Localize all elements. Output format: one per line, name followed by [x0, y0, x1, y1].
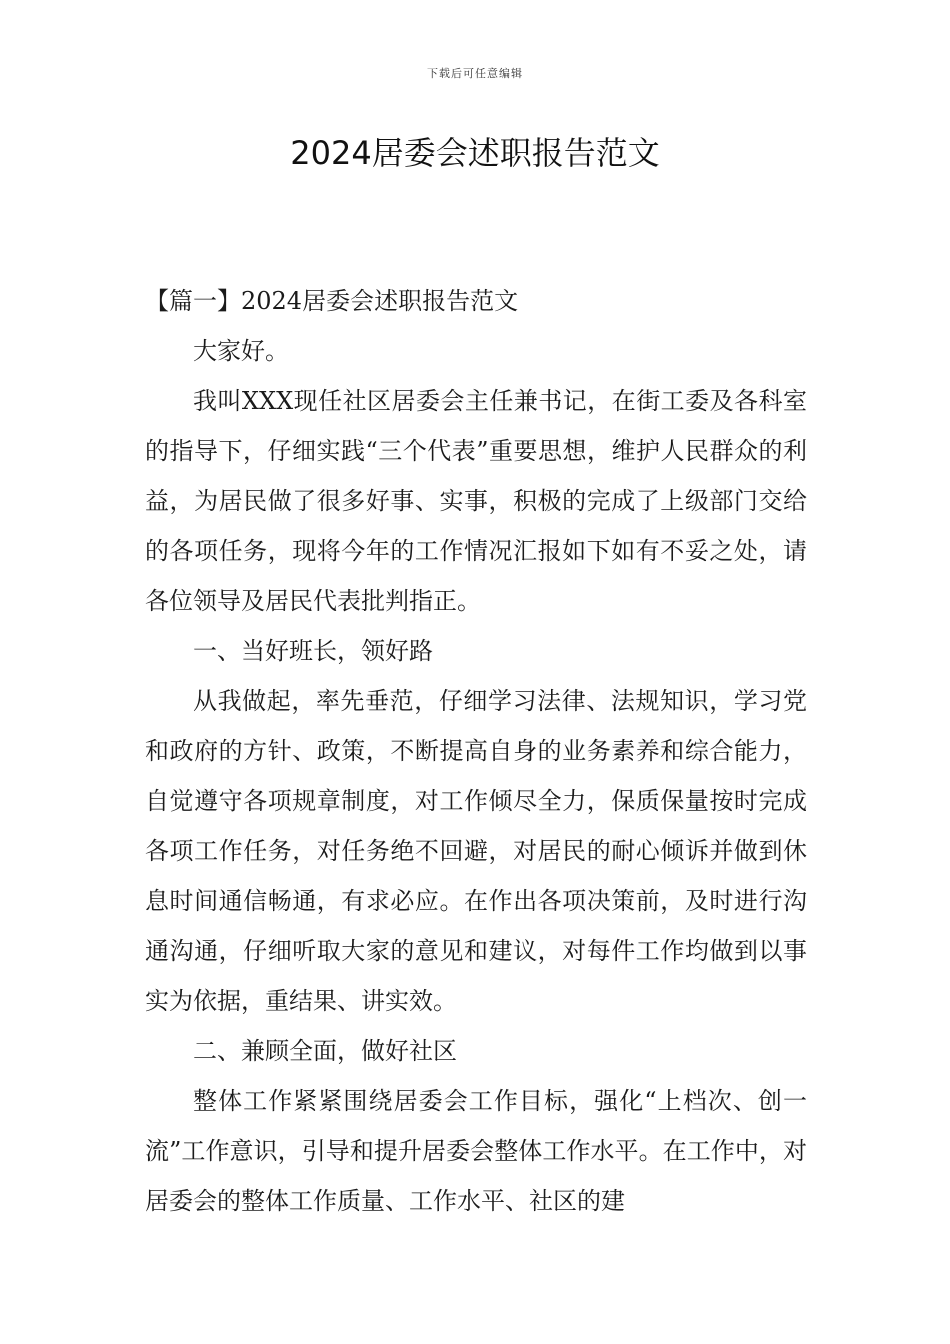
document-body	[145, 276, 807, 1226]
document-title: 2024居委会述职报告范文	[290, 134, 660, 172]
intro-paragraph: 我叫XXX现任社区居委会主任兼书记，在街工委及各科室的指导下，仔细实践“三个代表”重要思想，维护人民群众的利益，为居民做了很多好事、实事，积极的完成了上级部门交给的各项任务，现将今年的工作情况汇报如下如有不妥之处，请各位领导及居民代表批判指正。	[145, 387, 807, 615]
body-paragraph: 从我做起，率先垂范，仔细学习法律、法规知识，学习党和政府的方针、政策，不断提高自身的业务素养和综合能力，自觉遵守各项规章制度，对工作倾尽全力，保质保量按时完成各项工作任务，对任务绝不回避，对居民的耐心倾诉并做到休息时间通信畅通，有求必应。在作出各项决策前，及时进行沟通沟通，仔细听取大家的意见和建议，对每件工作均做到以事实为依据，重结果、讲实效。	[145, 687, 807, 1015]
section-heading: 【篇一】2024居委会述职报告范文	[145, 287, 519, 315]
greeting-paragraph: 大家好。	[193, 337, 289, 365]
page-header-note: 下载后可任意编辑	[427, 67, 523, 80]
subheading-two: 二、兼顾全面，做好社区	[193, 1037, 457, 1065]
body-paragraph: 整体工作紧紧围绕居委会工作目标，强化“上档次、创一流”工作意识，引导和提升居委会整体工作水平。在工作中，对居委会的整体工作质量、工作水平、社区的建	[145, 1087, 807, 1215]
subheading-one: 一、当好班长，领好路	[193, 637, 433, 665]
